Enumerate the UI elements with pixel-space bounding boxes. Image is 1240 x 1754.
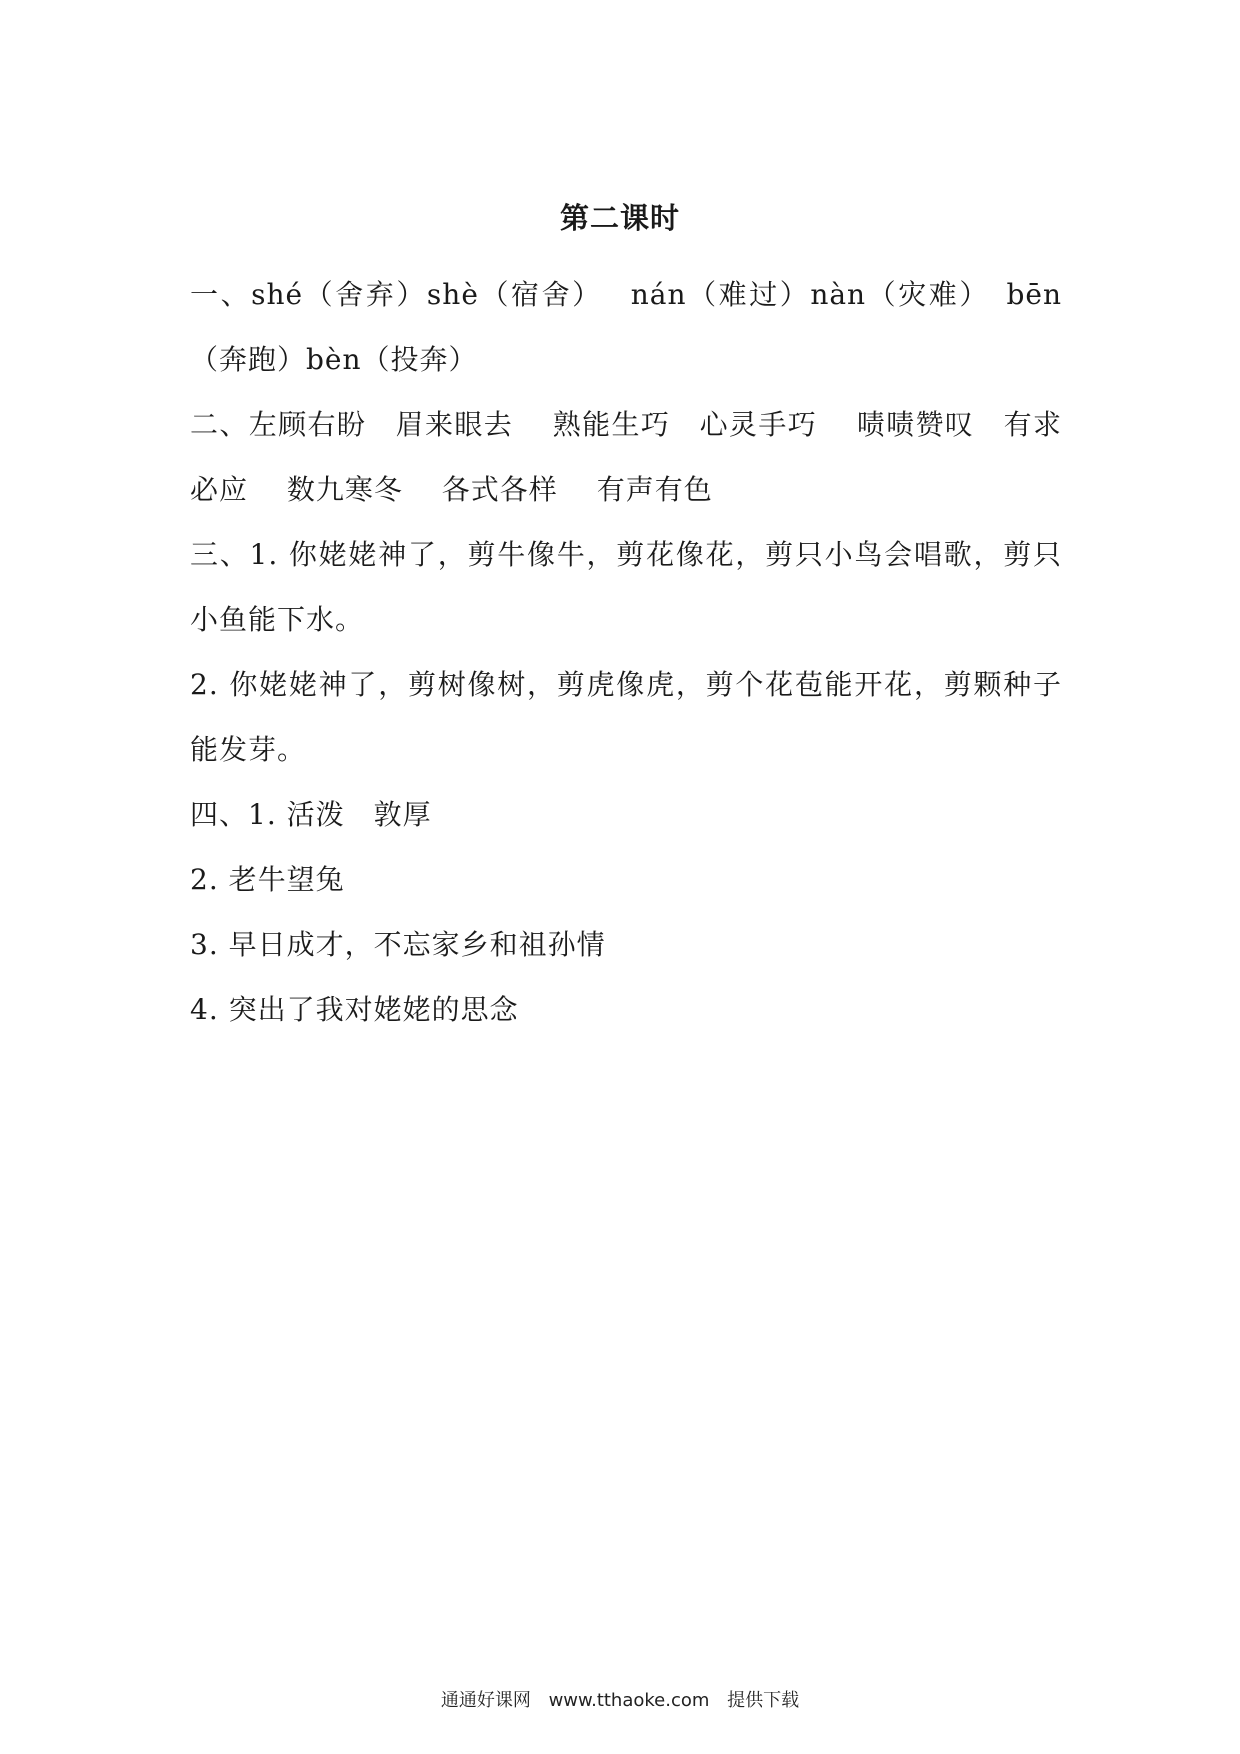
answer-section-3-item-1: 三、1. 你姥姥神了，剪牛像牛，剪花像花，剪只小鸟会唱歌，剪只小鱼能下水。	[190, 538, 1062, 636]
answer-section-1: 一、shé（舍弃）shè（宿舍） nán（难过）nàn（灾难） bēn（奔跑）bèn（投奔）	[190, 278, 1062, 376]
footer-site-name: 通通好课网	[440, 1690, 531, 1711]
answer-section-4-item-2: 2. 老牛望兔	[190, 863, 345, 896]
page-title: 第二课时	[559, 201, 680, 235]
answer-section-4-item-4: 4. 突出了我对姥姥的思念	[190, 993, 519, 1026]
answer-section-3-item-2: 2. 你姥姥神了，剪树像树，剪虎像虎，剪个花苞能开花，剪颗种子能发芽。	[190, 668, 1062, 766]
footer-url: www.tthaoke.com	[548, 1690, 710, 1711]
answer-section-2: 二、左顾右盼 眉来眼去 熟能生巧 心灵手巧 啧啧赞叹 有求必应 数九寒冬 各式各样 有声有色	[190, 408, 1062, 506]
answer-section-4-item-3: 3. 早日成才，不忘家乡和祖孙情	[190, 928, 606, 961]
page-footer	[0, 1686, 1240, 1712]
answer-section-4-item-1: 四、1. 活泼 敦厚	[190, 798, 432, 831]
answer-content	[190, 262, 1062, 1042]
footer-note: 提供下载	[727, 1690, 800, 1711]
